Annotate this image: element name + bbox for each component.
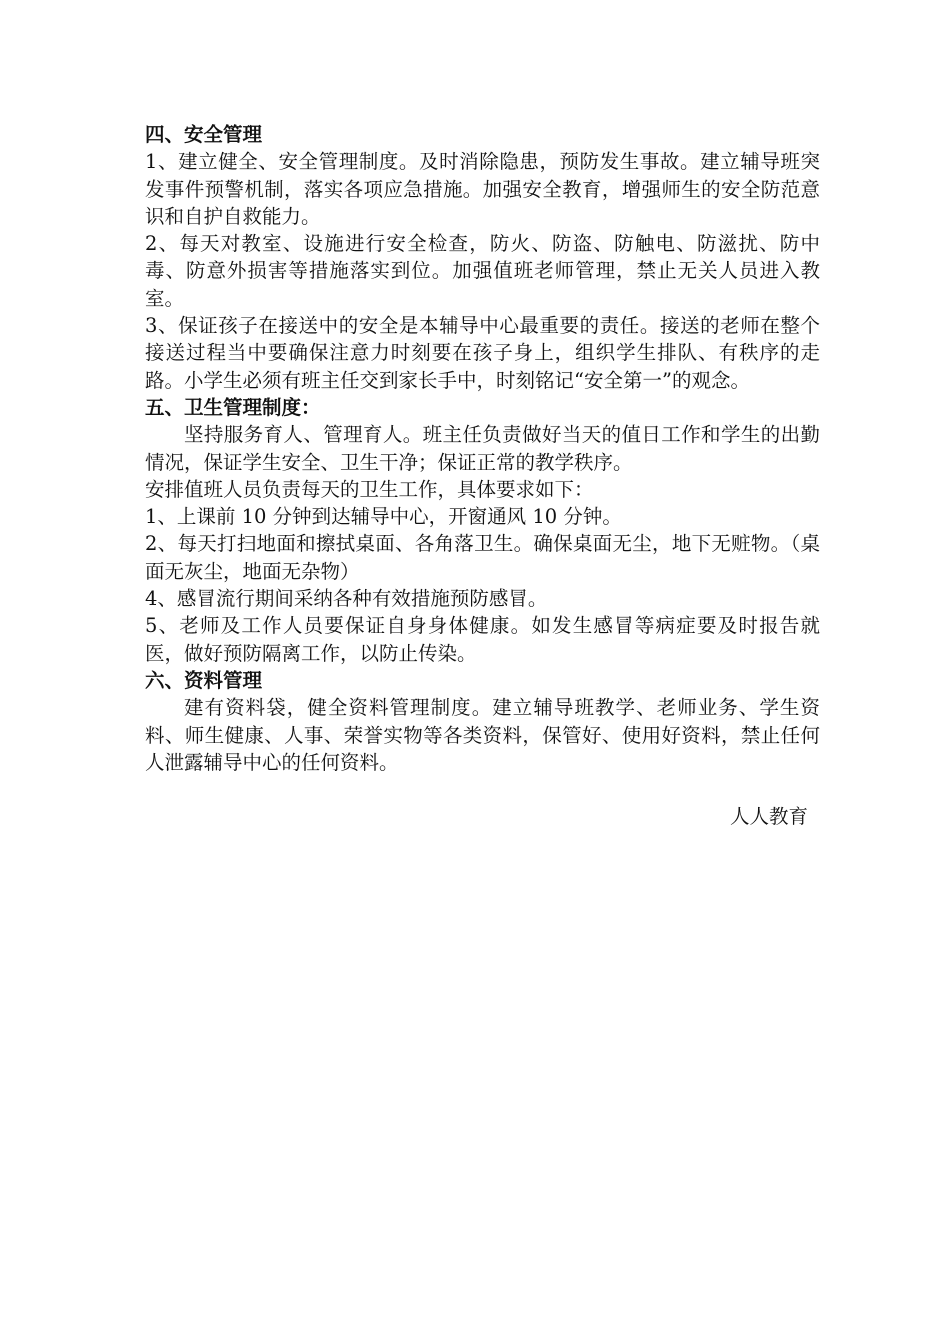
hygiene-item-1: 1、上课前 10 分钟到达辅导中心，开窗通风 10 分钟。 [145, 505, 622, 529]
safety-item-1: 1、建立健全、安全管理制度。及时消除隐患，预防发生事故。建立辅导班突发事件预警机制，落实各项应急措施。加强安全教育，增强师生的安全防范意识和自护自救能力。 [145, 150, 820, 228]
hygiene-item-2: 2、每天打扫地面和擦拭桌面、各角落卫生。确保桌面无尘，地下无赃物。（桌面无灰尘，地面无杂物） [145, 532, 820, 583]
document-page [145, 121, 820, 830]
hygiene-line-arrange: 安排值班人员负责每天的卫生工作，具体要求如下： [145, 477, 594, 501]
hygiene-item-4: 4、感冒流行期间采纳各种有效措施预防感冒。 [145, 587, 548, 611]
hygiene-item-5: 5、老师及工作人员要保证自身身体健康。如发生感冒等病症要及时报告就医，做好预防隔离工作，以防止传染。 [145, 614, 820, 665]
safety-item-2: 2、每天对教室、设施进行安全检查，防火、防盗、防触电、防滋扰、防中毒、防意外损害等措施落实到位。加强值班老师管理，禁止无关人员进入教室。 [145, 232, 820, 310]
hygiene-intro: 坚持服务育人、管理育人。班主任负责做好当天的值日工作和学生的出勤情况，保证学生安全、卫生干净；保证正常的教学秩序。 [145, 423, 820, 474]
records-intro: 建有资料袋，健全资料管理制度。建立辅导班教学、老师业务、学生资料、师生健康、人事、荣誉实物等各类资料，保管好、使用好资料，禁止任何人泄露辅导中心的任何资料。 [145, 696, 820, 774]
signature: 人人教育 [729, 805, 808, 829]
safety-item-3: 3、保证孩子在接送中的安全是本辅导中心最重要的责任。接送的老师在整个接送过程当中要确保注意力时刻要在孩子身上，组织学生排队、有秩序的走路。小学生必须有班主任交到家长手中，时刻铭记“安全第一”的观念。 [145, 314, 820, 392]
section-heading-hygiene: 五、卫生管理制度： [145, 395, 321, 419]
section-heading-records: 六、资料管理 [145, 668, 263, 692]
section-heading-safety: 四、安全管理 [145, 123, 263, 146]
